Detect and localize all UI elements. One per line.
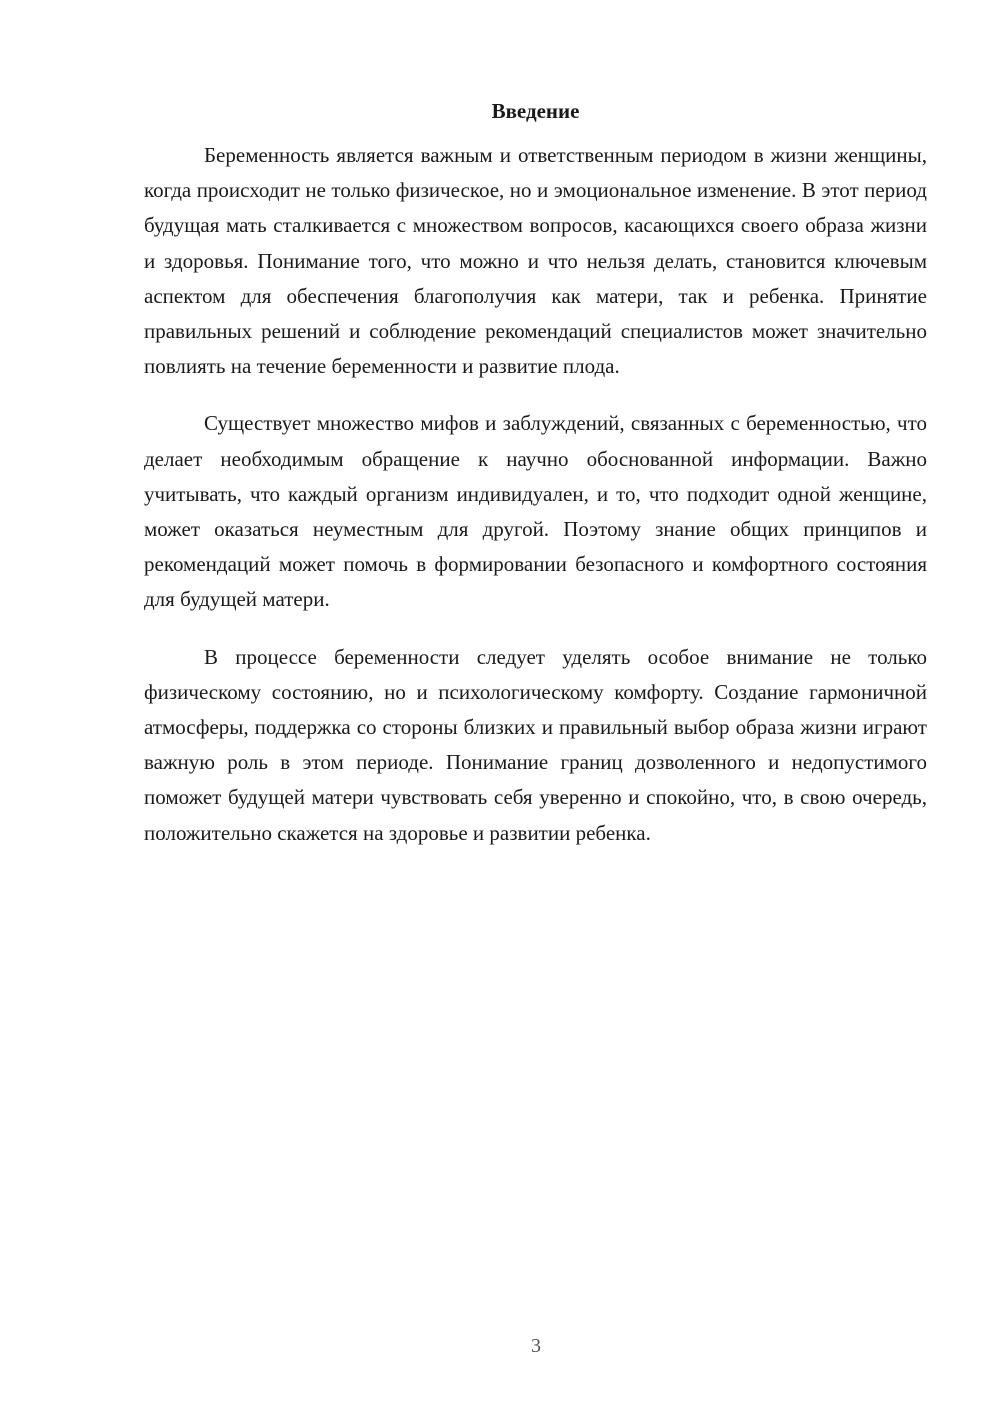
page-number: 3 bbox=[531, 1335, 541, 1357]
paragraph-3: В процессе беременности следует уделять особое внимание не только физическому состоянию, но и психологическому комфорту. Создание гармоничной атмосферы, поддержка со стороны близких и правильный выбор образа жизни играют важную роль в этом периоде. Понимание границ дозволенного и недопустимого поможет будущей матери чувствовать себя уверенно и спокойно, что, в свою очередь, положительно скажется на здоровье и развитии ребенка. bbox=[144, 644, 927, 845]
section-heading: Введение bbox=[491, 99, 580, 123]
page-content bbox=[144, 96, 927, 873]
paragraph-2: Существует множество мифов и заблуждений, связанных с беременностью, что делает необходимым обращение к научно обоснованной информации. Важно учитывать, что каждый организм индивидуален, и то, что подходит одной женщине, может оказаться неуместным для другой. Поэтому знание общих принципов и рекомендаций может помочь в формировании безопасного и комфортного состояния для будущей матери. bbox=[144, 411, 927, 612]
paragraph-1: Беременность является важным и ответственным периодом в жизни женщины, когда происходит не только физическое, но и эмоциональное изменение. В этот период будущая мать сталкивается с множеством вопросов, касающихся своего образа жизни и здоровья. Понимание того, что можно и что нельзя делать, становится ключевым аспектом для обеспечения благополучия как матери, так и ребенка. Принятие правильных решений и соблюдение рекомендаций специалистов может значительно повлиять на течение беременности и развитие плода. bbox=[144, 143, 927, 379]
